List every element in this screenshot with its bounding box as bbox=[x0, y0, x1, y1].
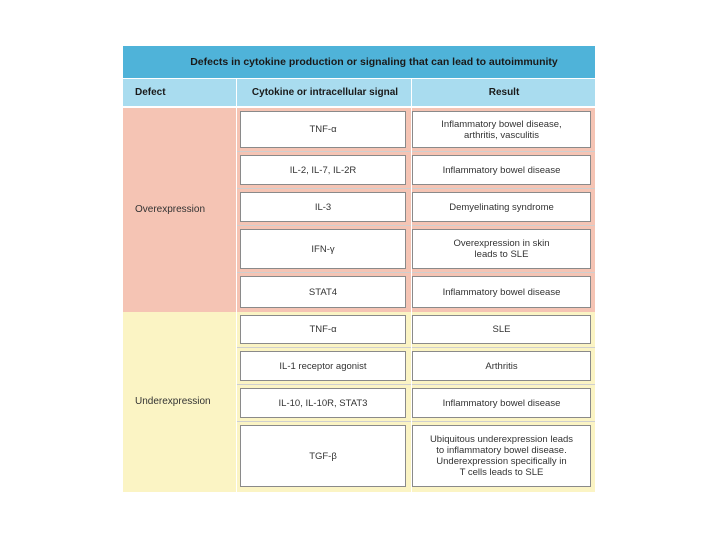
header-signal: Cytokine or intracellular signal bbox=[251, 87, 399, 98]
signal-cell: TGF-β bbox=[240, 425, 406, 487]
defect-label-overexpression: Overexpression bbox=[135, 204, 206, 215]
table-row bbox=[236, 385, 595, 421]
header-result: Result bbox=[488, 87, 520, 98]
table-row bbox=[236, 348, 595, 384]
result-cell: Inflammatory bowel disease bbox=[412, 388, 591, 418]
signal-cell: IL-1 receptor agonist bbox=[240, 351, 406, 381]
group-overexpression bbox=[123, 108, 595, 312]
table-row bbox=[236, 312, 595, 347]
table-row bbox=[236, 226, 595, 272]
signal-cell: IL-3 bbox=[240, 192, 406, 222]
table-row bbox=[236, 422, 595, 490]
signal-cell: IL-2, IL-7, IL-2R bbox=[240, 155, 406, 185]
result-cell: Ubiquitous underexpression leads to inflammatory bowel disease. Underexpression specifically in T cells leads to SLE bbox=[412, 425, 591, 487]
signal-cell: TNF-α bbox=[240, 111, 406, 148]
table-row bbox=[236, 273, 595, 311]
table-row bbox=[236, 108, 595, 151]
result-cell: Inflammatory bowel disease bbox=[412, 155, 591, 185]
column-divider bbox=[411, 79, 412, 492]
signal-cell: IFN-γ bbox=[240, 229, 406, 269]
table-title: Defects in cytokine production or signaling that can lead to autoimmunity bbox=[123, 46, 595, 78]
signal-cell: TNF-α bbox=[240, 315, 406, 344]
table-row bbox=[236, 152, 595, 188]
result-cell: Arthritis bbox=[412, 351, 591, 381]
result-cell: Overexpression in skin leads to SLE bbox=[412, 229, 591, 269]
table-row bbox=[236, 189, 595, 225]
signal-cell: STAT4 bbox=[240, 276, 406, 308]
signal-cell: IL-10, IL-10R, STAT3 bbox=[240, 388, 406, 418]
column-divider bbox=[236, 79, 237, 492]
group-underexpression bbox=[123, 312, 595, 492]
table-header-row bbox=[123, 79, 595, 106]
cytokine-defects-table bbox=[123, 46, 595, 492]
header-defect: Defect bbox=[135, 87, 166, 98]
result-cell: SLE bbox=[412, 315, 591, 344]
result-cell: Inflammatory bowel disease, arthritis, vasculitis bbox=[412, 111, 591, 148]
result-cell: Demyelinating syndrome bbox=[412, 192, 591, 222]
defect-label-underexpression: Underexpression bbox=[135, 396, 211, 407]
result-cell: Inflammatory bowel disease bbox=[412, 276, 591, 308]
